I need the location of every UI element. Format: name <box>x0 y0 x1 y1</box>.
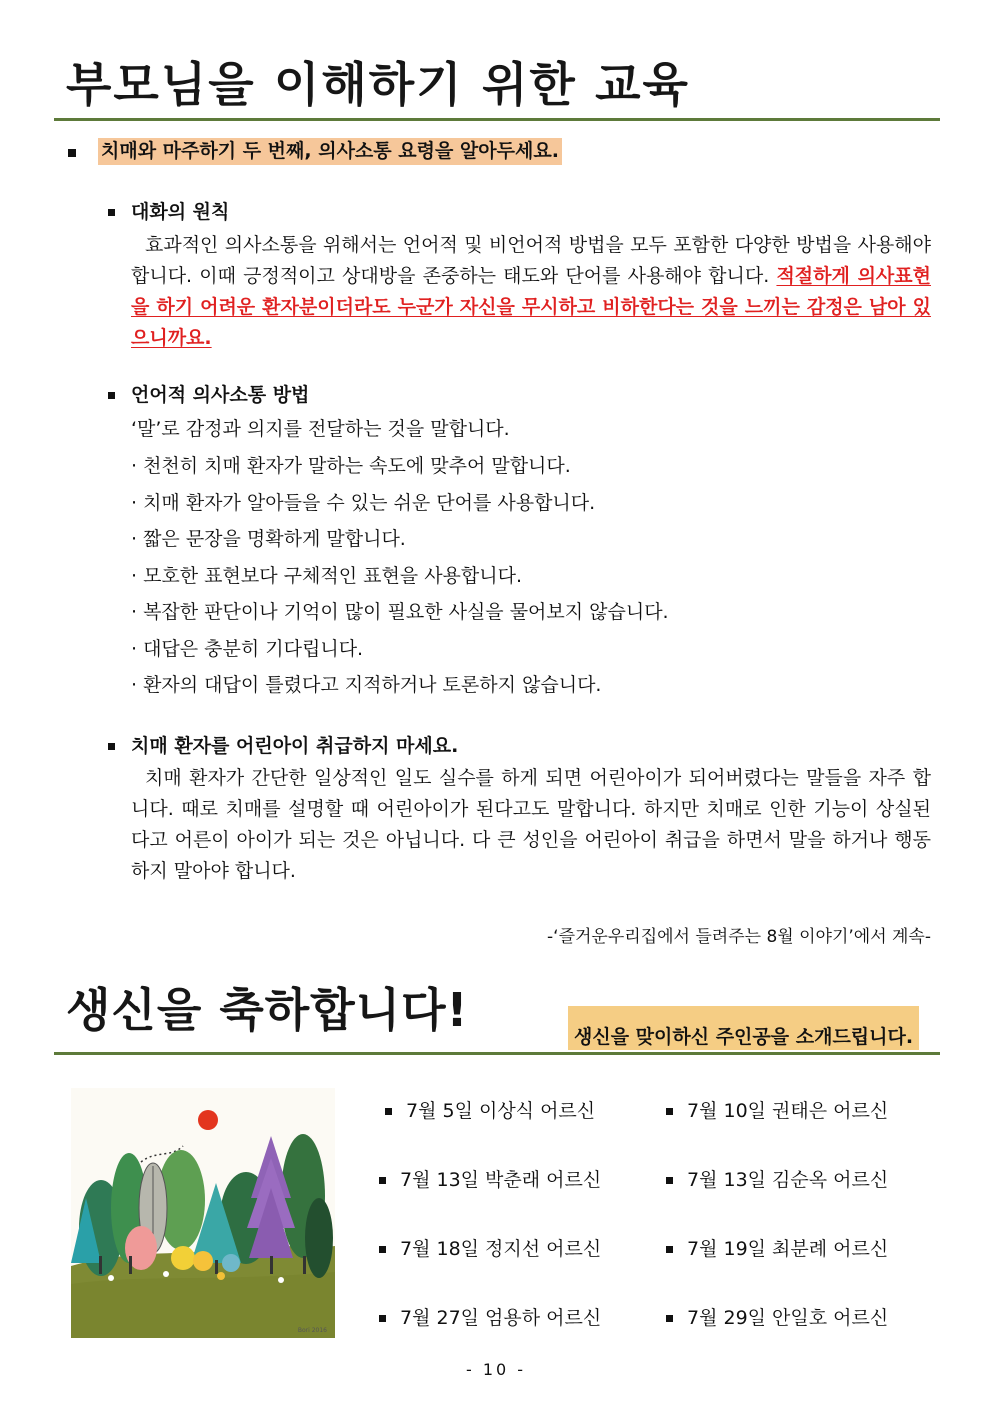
bullet-square-icon <box>666 1177 673 1184</box>
title-divider <box>54 118 940 121</box>
birthday-entry <box>379 1303 601 1330</box>
birthday-entry <box>379 1234 601 1261</box>
birthday-entry <box>666 1303 888 1330</box>
bullet-square-icon <box>379 1177 386 1184</box>
bullet-square-icon <box>108 209 115 216</box>
forest-illustration-art <box>71 1088 335 1338</box>
birthday-entry-text: 7월 27일 엄용하 어르신 <box>400 1307 602 1329</box>
section-intro: ‘말’로 감정과 의지를 전달하는 것을 말합니다. <box>131 418 510 440</box>
bullet-square-icon <box>379 1246 386 1253</box>
tips-list <box>131 448 669 704</box>
section-heading <box>108 197 229 224</box>
list-item: · 천천히 치매 환자가 말하는 속도에 맞추어 말합니다. <box>131 455 571 477</box>
birthday-intro-highlight: 생신을 맞이하신 주인공을 소개드립니다. <box>568 1006 919 1050</box>
bullet-square-icon <box>385 1108 392 1115</box>
source-note: -‘즐거운우리집에서 들려주는 8월 이야기’에서 계속- <box>547 927 931 947</box>
section-paragraph <box>131 230 931 354</box>
section-paragraph: 치매 환자가 간단한 일상적인 일도 실수를 하게 되면 어린아이가 되어버렸다는 말들을 자주 합니다. 때로 치매를 설명할 때 어린아이가 된다고도 말합니다. 하지만 치매로 인한 기능이 상실된다고 어른이 아이가 되는 것은 아닙니다. 다 큰 성인을 어린아이 취급을 하면서 말을 하거나 행동하지 말아야 합니다. <box>131 767 931 882</box>
birthday-entry <box>379 1165 601 1192</box>
topic-highlight: 치매와 마주하기 두 번째, 의사소통 요령을 알아두세요. <box>98 138 562 165</box>
list-item: · 대답은 충분히 기다립니다. <box>131 637 364 660</box>
birthday-entry <box>666 1234 888 1261</box>
bullet-square-icon <box>108 743 115 750</box>
birthday-entry-text: 7월 29일 안일호 어르신 <box>687 1307 889 1329</box>
bullet-square-icon <box>666 1246 673 1253</box>
section-heading-text: 치매 환자를 어린아이 취급하지 마세요. <box>131 735 459 757</box>
list-item: · 치매 환자가 알아들을 수 있는 쉬운 단어를 사용합니다. <box>131 491 596 514</box>
list-item: · 복잡한 판단이나 기억이 많이 필요한 사실을 물어보지 않습니다. <box>131 601 669 623</box>
page-title: 부모님을 이해하기 위한 교육 <box>66 58 690 113</box>
topic-line <box>68 136 562 163</box>
section-heading <box>108 731 458 758</box>
bullet-square-icon <box>108 392 115 399</box>
birthday-divider <box>54 1052 940 1055</box>
bullet-square-icon <box>666 1315 673 1322</box>
forest-illustration <box>71 1088 335 1338</box>
birthday-entry-text: 7월 18일 정지선 어르신 <box>400 1238 602 1260</box>
birthday-entry <box>385 1096 595 1123</box>
birthday-entry-text: 7월 13일 박춘래 어르신 <box>400 1169 602 1191</box>
paragraph-text: 효과적인 의사소통을 위해서는 언어적 및 비언어적 방법을 모두 포함한 다양한 방법을 사용해야 합니다. 이때 긍정적이고 상대방을 존중하는 태도와 단어를 사용해야 합니다. <box>131 234 931 287</box>
birthday-entry-text: 7월 5일 이상식 어르신 <box>406 1100 596 1122</box>
section-heading <box>108 380 309 407</box>
birthday-entry-text: 7월 10일 권태은 어르신 <box>687 1100 889 1122</box>
birthday-title: 생신을 축하합니다! <box>66 983 469 1037</box>
birthday-entry <box>666 1096 888 1123</box>
illustration-signature: Bori 2016 <box>297 1327 327 1334</box>
list-item: · 환자의 대답이 틀렸다고 지적하거나 토론하지 않습니다. <box>131 674 602 696</box>
emphasis-text: 적절하게 의사표현을 하기 어려운 환자분이더라도 누군가 자신을 무시하고 비하한다는 것을 느끼는 감정은 남아 있으니까요. <box>131 265 931 349</box>
list-item: · 짧은 문장을 명확하게 말합니다. <box>131 528 406 550</box>
bullet-square-icon <box>379 1315 386 1322</box>
list-item: · 모호한 표현보다 구체적인 표현을 사용합니다. <box>131 564 523 587</box>
page-number: - 10 - <box>465 1360 527 1379</box>
birthday-entry-text: 7월 13일 김순옥 어르신 <box>687 1169 889 1191</box>
section-heading-text: 언어적 의사소통 방법 <box>131 384 310 406</box>
bullet-square-icon <box>666 1108 673 1115</box>
bullet-square-icon <box>68 149 76 157</box>
birthday-entry-text: 7월 19일 최분례 어르신 <box>687 1238 889 1260</box>
section-heading-text: 대화의 원칙 <box>131 201 230 223</box>
birthday-entry <box>666 1165 888 1192</box>
